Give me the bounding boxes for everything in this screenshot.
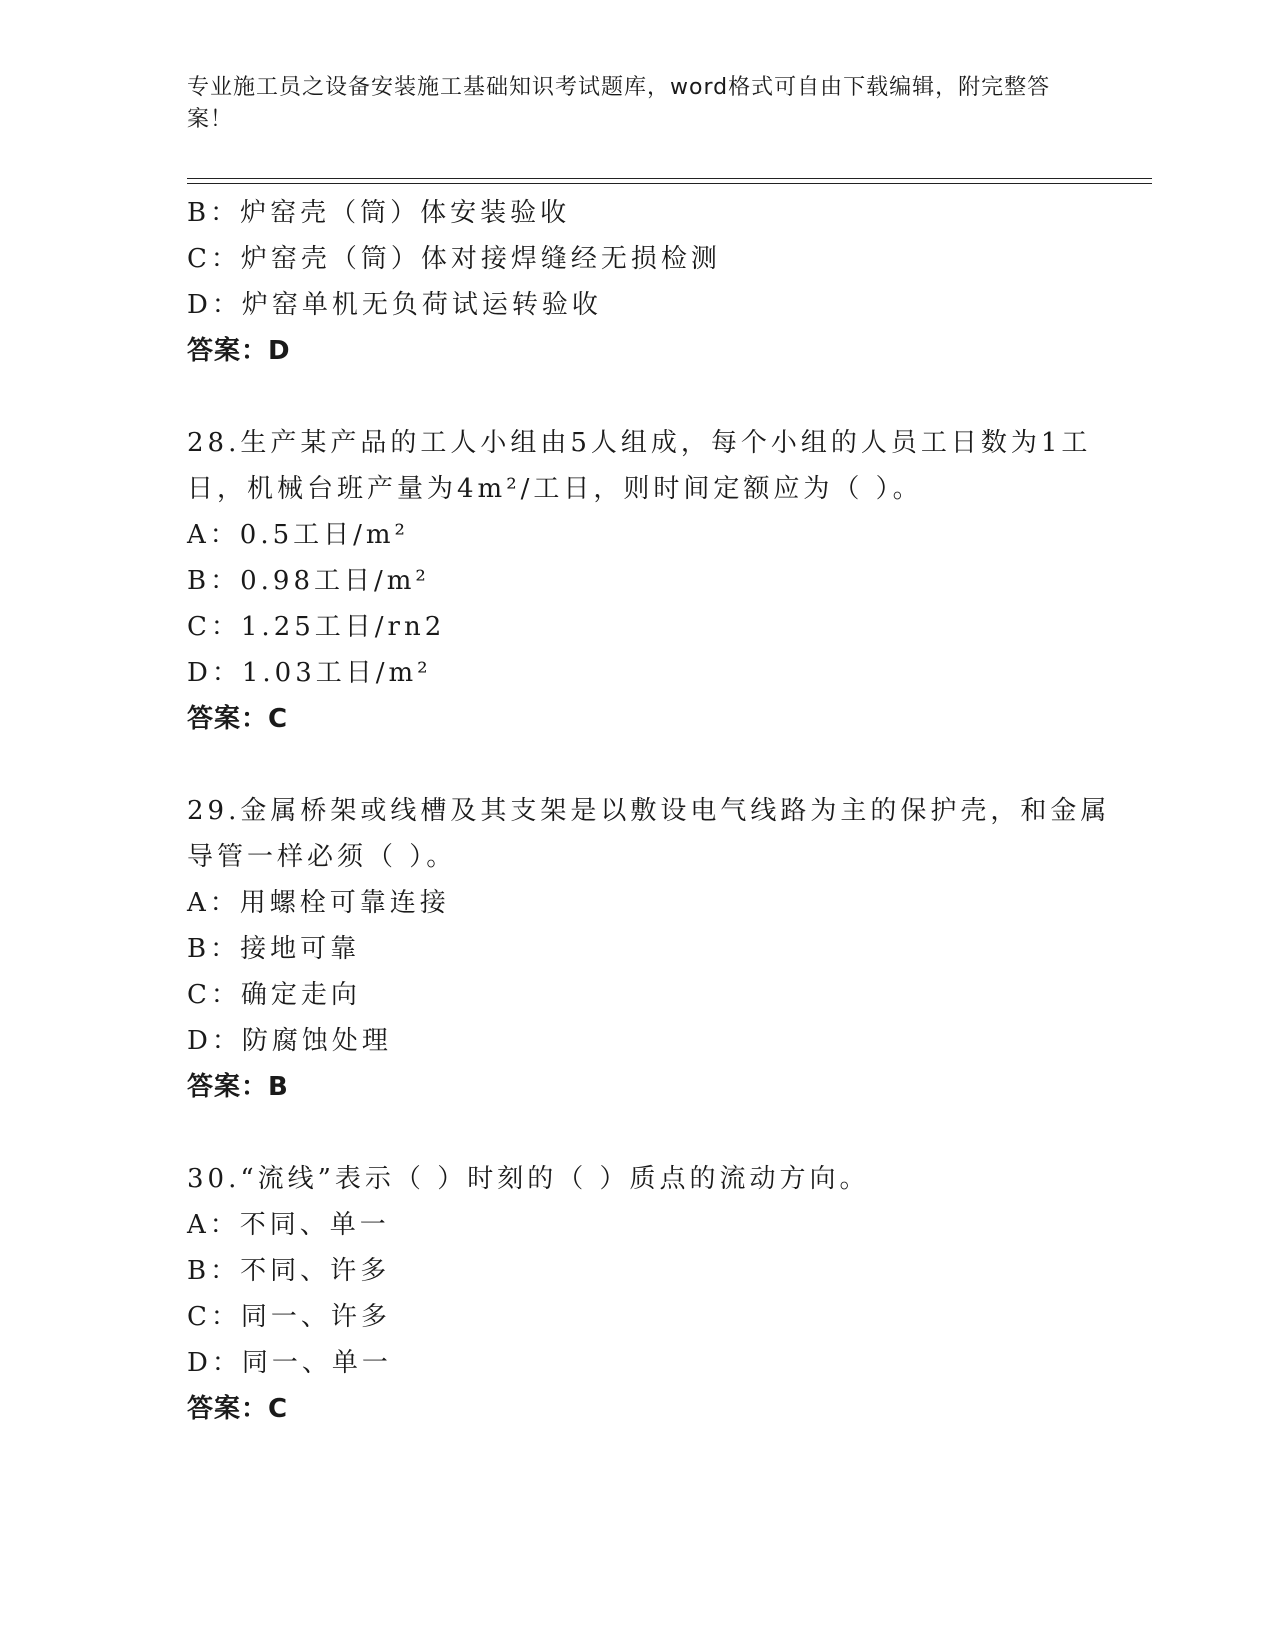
option-b: B：0.98工日/m²: [187, 566, 430, 596]
option-d: D：1.03工日/m²: [187, 658, 432, 688]
document-header: 专业施工员之设备安装施工基础知识考试题库，word格式可自由下载编辑，附完整答案！: [187, 75, 1051, 132]
question-list: [187, 190, 1111, 1432]
option-d: D：同一、单一: [187, 1348, 392, 1378]
question-stem-line-1: 30.“流线”表示（ ）时刻的（ ）质点的流动方向。: [187, 1164, 870, 1194]
option-c: C：炉窑壳（筒）体对接焊缝经无损检测: [187, 244, 721, 274]
option-b: B：不同、许多: [187, 1256, 391, 1286]
answer: 答案：C: [187, 704, 289, 734]
spacer: [187, 742, 1107, 788]
answer: 答案：B: [187, 1072, 289, 1102]
question-stem-line-1: 29.金属桥架或线槽及其支架是以敷设电气线路为主的保护壳，和金属: [187, 796, 1111, 826]
spacer: [187, 374, 1107, 420]
option-a: A：不同、单一: [187, 1210, 390, 1240]
question-28: [187, 420, 1107, 742]
question-stem-line-2: 导管一样必须（ ）。: [187, 842, 457, 872]
option-d: D：炉窑单机无负荷试运转验收: [187, 290, 602, 320]
option-a: A：用螺栓可靠连接: [187, 888, 450, 918]
question-stem-line-1: 28.生产某产品的工人小组由5人组成，每个小组的人员工日数为1工: [187, 428, 1092, 458]
question-27: [187, 190, 1107, 374]
option-d: D：防腐蚀处理: [187, 1026, 392, 1056]
question-30: [187, 1156, 1107, 1432]
option-c: C：同一、许多: [187, 1302, 391, 1332]
option-a: A：0.5工日/m²: [187, 520, 409, 550]
question-29: [187, 788, 1111, 1110]
spacer: [187, 1110, 1107, 1156]
answer: 答案：C: [187, 1394, 289, 1424]
header-divider-bottom: [187, 183, 1152, 184]
option-c: C：1.25工日/rn2: [187, 612, 446, 642]
answer: 答案：D: [187, 336, 291, 366]
option-c: C：确定走向: [187, 980, 361, 1010]
option-b: B：接地可靠: [187, 934, 361, 964]
question-stem-line-2: 日，机械台班产量为4m²/工日，则时间定额应为（ ）。: [187, 474, 923, 504]
option-b: B：炉窑壳（筒）体安装验收: [187, 198, 571, 228]
header-divider-top: [187, 178, 1152, 179]
